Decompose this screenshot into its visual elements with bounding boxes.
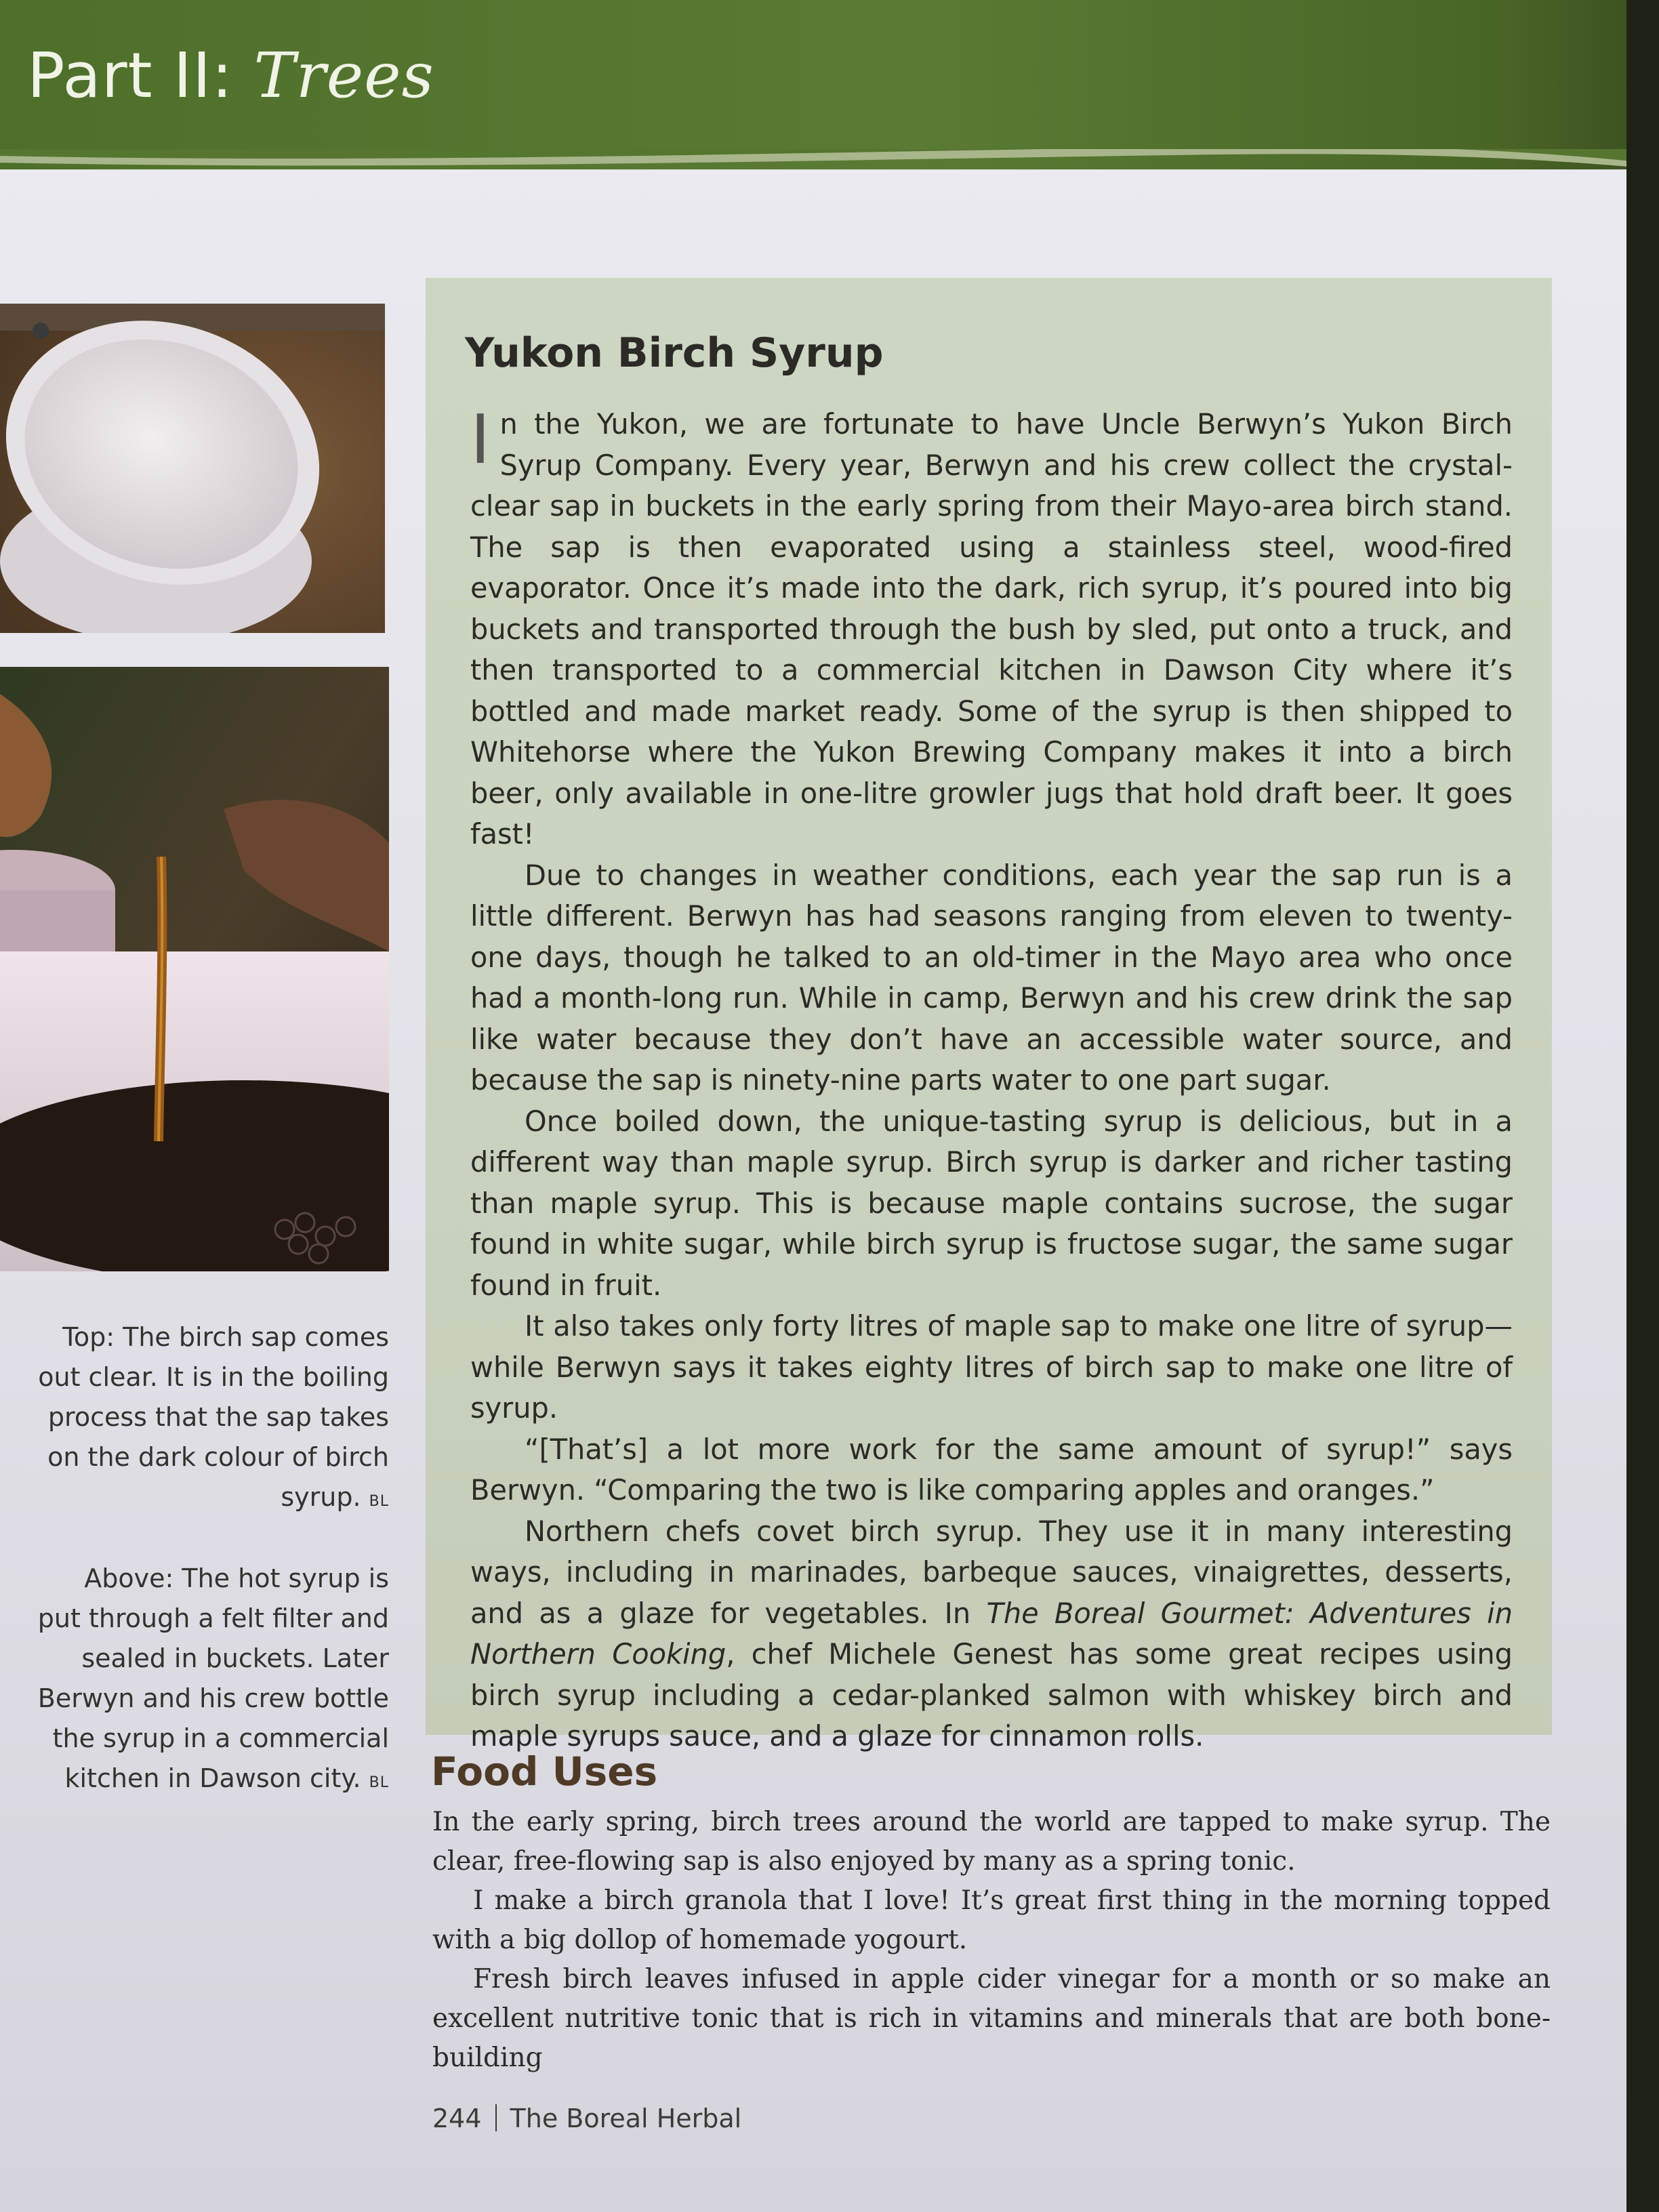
sidebar-paragraph-6 [470, 1511, 1513, 1757]
food-uses-body [432, 1803, 1551, 2078]
header-wave-edge [0, 149, 1626, 190]
caption-bottom [34, 1559, 389, 1803]
food-paragraph-3: Fresh birch leaves infused in apple cider vinegar for a month or so make an excellent nutritive tonic that is rich in vitamins and minerals that are both bone-building [432, 1964, 1551, 2073]
sidebar-paragraph-4: It also takes only forty litres of maple sap to make one litre of syrup—while Berwyn says it takes eighty litres of birch sap to make one litre of syrup. [470, 1309, 1513, 1425]
sidebar-title: Yukon Birch Syrup [465, 329, 884, 377]
caption-bottom-text: Above: The hot syrup is put through a felt filter and sealed in buckets. Later Berwyn and his crew bottle the syrup in a commercial kitchen in Dawson city. [37, 1563, 389, 1793]
book-reference: The Boreal Gourmet: Adventures in Northern Cooking [470, 1596, 1513, 1671]
sidebar-body [470, 400, 1513, 1757]
food-uses-heading: Food Uses [431, 1748, 658, 1795]
sidebar-paragraph-1-text: n the Yukon, we are fortunate to have Uncle Berwyn’s Yukon Birch Syrup Company. Every year, Berwyn and his crew collect the crystal-clear sap in buckets in the early spring from their Mayo-area birch stand. The sap is then evaporated using a stainless steel, wood-fired evaporator. Once it’s made into the dark, rich syrup, it’s poured into big buckets and transported through the bush by sled, put onto a truck, and then transported to a commercial kitchen in Dawson City where it’s bottled and made market ready. Some of the syrup is then shipped to Whitehorse where the Yukon Brewing Company makes it into a birch beer, only available in one-litre growler jugs that hold draft beer. It goes fast! [470, 407, 1513, 851]
part-label: Part II: [27, 39, 234, 112]
sidebar-paragraph-2: Due to changes in weather conditions, each year the sap run is a little different. Berwyn has had seasons ranging from eleven to twenty-one days, though he talked to an old-timer in the Mayo area who once had a month-long run. While in camp, Berwyn and his crew drink the sap like water because they don’t have an accessible water source, and because the sap is ninety-nine parts water to one part sugar. [470, 858, 1513, 1097]
caption-top-text: Top: The birch sap comes out clear. It is in the boiling process that the sap takes on the dark colour of birch syrup. [38, 1322, 389, 1512]
photo-syrup-filter [0, 667, 389, 1271]
sap-bucket-illustration [0, 304, 385, 633]
caption-bottom-credit: BL [369, 1774, 389, 1791]
food-paragraph-2: I make a birch granola that I love! It’s great first thing in the morning topped with a big dollop of homemade yogourt. [432, 1885, 1551, 1955]
sidebar-paragraph-1 [470, 400, 1513, 855]
book-title: The Boreal Herbal [510, 2104, 742, 2133]
page-number: 244 [432, 2104, 482, 2133]
footer-separator [495, 2104, 497, 2131]
caption-top [34, 1317, 389, 1521]
sidebar-paragraph-3: Once boiled down, the unique-tasting syrup is delicious, but in a different way than maple syrup. Birch syrup is darker and richer tasting than maple syrup. This is because maple contains sucrose, the sugar found in white sugar, while birch syrup is fructose sugar, the same sugar found in fruit. [470, 1104, 1513, 1302]
food-paragraph-1: In the early spring, birch trees around the world are tapped to make syrup. The clear, free-flowing sap is also enjoyed by many as a spring tonic. [432, 1807, 1551, 1877]
sidebar-paragraph-5: “[That’s] a lot more work for the same amount of syrup!” says Berwyn. “Comparing the two is like comparing apples and oranges.” [470, 1432, 1513, 1507]
part-subtitle: Trees [253, 39, 434, 112]
syrup-filter-illustration [0, 667, 389, 1271]
dropcap: I [470, 400, 491, 479]
sidebar-paragraph-6-start: Northern chefs covet birch syrup. They use it in many interesting ways, including in marinades, barbeque sauces, vinaigrettes, desserts, and as a glaze for vegetables. In [470, 1514, 1513, 1630]
page-footer [432, 2104, 741, 2133]
part-title [27, 39, 434, 112]
photo-sap-bucket [0, 304, 385, 633]
caption-top-credit: BL [369, 1493, 389, 1510]
sidebar-paragraph-6-end: , chef Michele Genest has some great recipes using birch syrup including a cedar-planked salmon with whiskey birch and maple syrups sauce, and a glaze for cinnamon rolls. [470, 1637, 1513, 1753]
